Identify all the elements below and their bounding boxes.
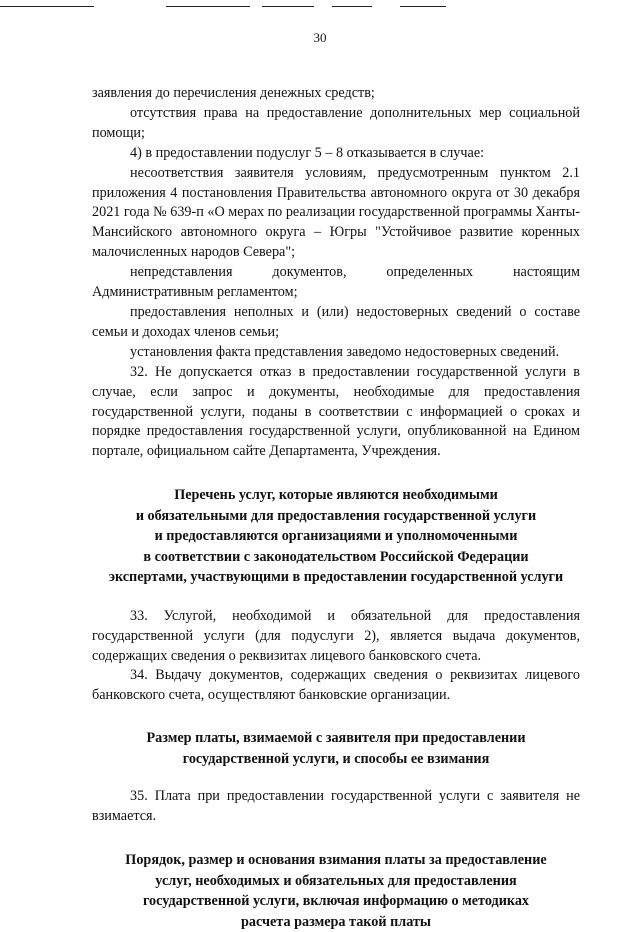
heading-line: государственной услуги, включая информацию о методиках: [142, 893, 530, 910]
heading-line: в соответствии с законодательством Российской Федерации: [143, 548, 529, 565]
heading-line: Размер платы, взимаемой с заявителя при предоставлении: [146, 730, 526, 747]
paragraph: несоответствия заявителя условиям, предусмотренным пунктом 2.1 приложения 4 постановления Правительства автономного округа от 30 декабря 2021 года № 639-п «О мерах по реализации государственной программы Ханты-Мансийского автономного округа – Югры "Устойчивое развитие коренных малочисленных народов Севера";: [92, 164, 580, 261]
top-paragraphs: [92, 84, 580, 462]
header-rule-2: [166, 6, 250, 7]
heading-line: Порядок, размер и основания взимания платы за предоставление: [125, 852, 547, 869]
header-rule-4: [332, 6, 372, 7]
heading-line: услуг, необходимых и обязательных для предоставления: [155, 872, 517, 889]
document-body: [92, 84, 580, 932]
heading-line: и предоставляются организациями и уполномоченными: [154, 528, 518, 545]
heading-fee-amount: [92, 728, 580, 769]
paragraph: непредставления документов, определенных настоящим Административным регламентом;: [92, 264, 580, 301]
paragraph: отсутствия права на предоставление дополнительных мер социальной помощи;: [92, 104, 580, 141]
paragraph: 33. Услугой, необходимой и обязательной для предоставления государственной услуги (для подуслуги 2), является выдача документов, содержащих сведения о реквизитах лицевого банковского счета.: [92, 607, 580, 664]
paragraph: 4) в предоставлении подуслуг 5 – 8 отказывается в случае:: [130, 144, 485, 161]
paragraph: установления факта представления заведомо недостоверных сведений.: [130, 343, 560, 360]
header-rule-5: [400, 6, 446, 7]
paragraph: 32. Не допускается отказ в предоставлении государственной услуги в случае, если запрос и документы, необходимые для предоставления государственной услуги, поданы в соответствии с информацией о сроках и порядке предоставления государственной услуги, опубликованной на Едином портале, официальном сайте Департамента, Учреждения.: [92, 363, 580, 460]
lower-paragraphs: [92, 787, 580, 827]
paragraph: 34. Выдачу документов, содержащих сведения о реквизитах лицевого банковского счета, осуществляют банковские организации.: [92, 667, 580, 704]
paragraph: 35. Плата при предоставлении государственной услуги с заявителя не взимается.: [92, 788, 580, 825]
header-rule-1: [0, 6, 94, 7]
heading-fee-procedure: [92, 850, 580, 932]
heading-line: расчета размера такой платы: [241, 913, 431, 930]
heading-required-services: [92, 485, 580, 588]
heading-line: экспертами, участвующими в предоставлении государственной услуги: [108, 569, 564, 586]
heading-line: и обязательными для предоставления государственной услуги: [135, 507, 537, 524]
paragraph: заявления до перечисления денежных средств;: [92, 85, 375, 101]
page-number: 30: [313, 30, 327, 45]
middle-paragraphs: [92, 607, 580, 707]
heading-line: Перечень услуг, которые являются необходимыми: [174, 487, 498, 504]
header-rule-3: [262, 6, 314, 7]
heading-line: государственной услуги, и способы ее взимания: [182, 750, 490, 767]
paragraph: предоставления неполных и (или) недостоверных сведений о составе семьи и доходах членов семьи;: [92, 303, 580, 340]
